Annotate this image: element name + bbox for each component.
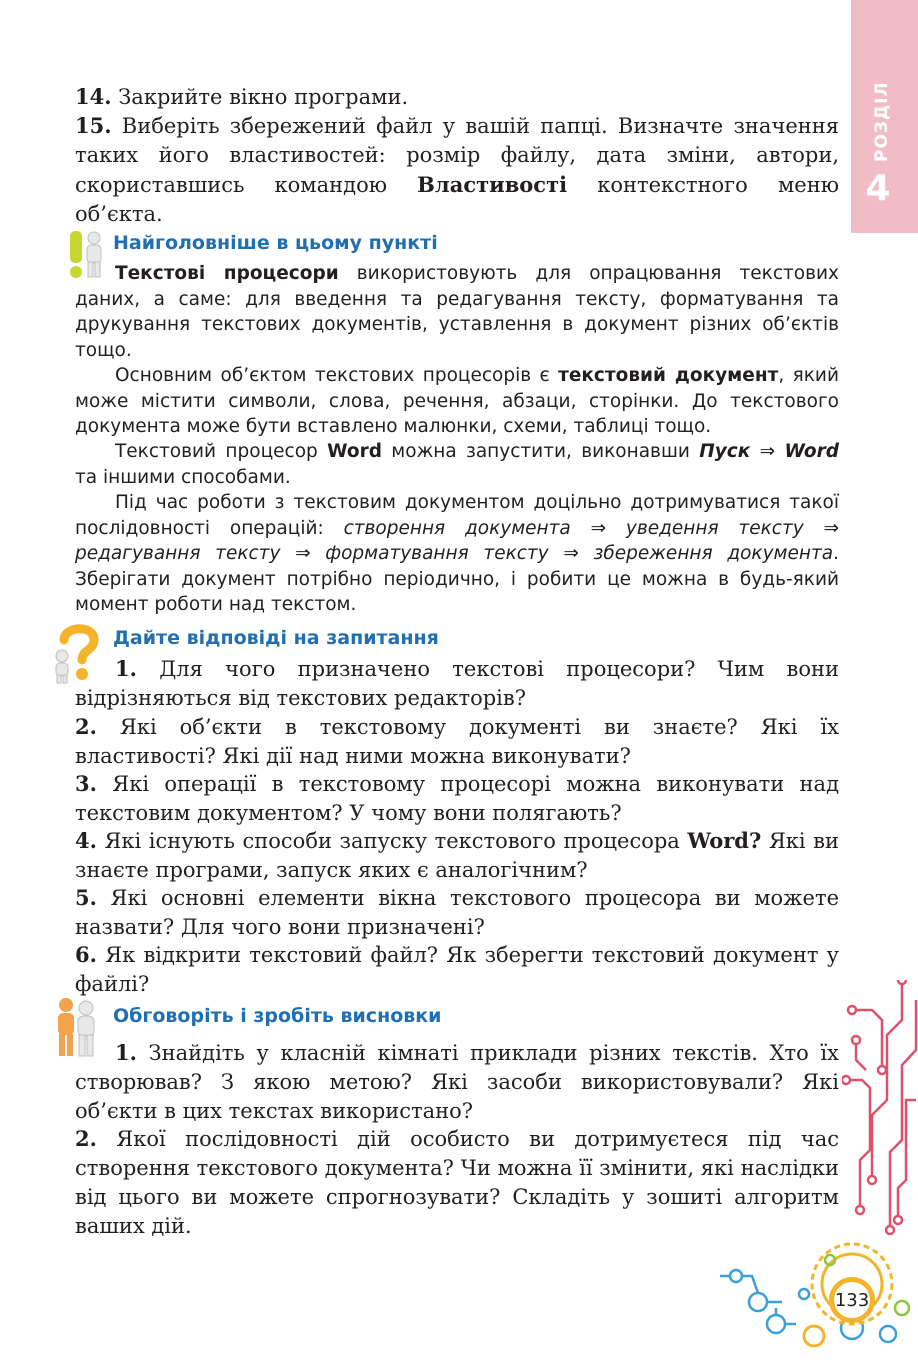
intro-item-15 xyxy=(75,111,839,229)
bold-italic-term: Word xyxy=(784,441,840,462)
bold-term: текстовий документ xyxy=(558,365,779,386)
item-text: Які ви знаєте програми, запуск яких є аналогічним? xyxy=(75,829,839,882)
item-text: Які існують способи запуску текстового процесора xyxy=(96,829,688,853)
paragraph-text: використовують для опрацювання текстових даних, а саме: для введення та редагування тексту, форматування та друкування текстових документів, уставлення в документ різних об’єктів тощо. xyxy=(75,263,839,361)
paragraph-text: Під час роботи з текстовим документом доцільно дотримуватися такої послідовності операцій: xyxy=(75,492,839,539)
italic-sequence: створення документа ⇒ уведення тексту ⇒ редагування тексту ⇒ форматування тексту ⇒ збереження документа xyxy=(75,517,839,564)
arrow-symbol: ⇒ xyxy=(750,441,785,462)
item-number: 2. xyxy=(75,714,97,739)
page-number: 133 xyxy=(829,1277,875,1323)
summary-heading: Найголовніше в цьому пункті xyxy=(113,232,438,254)
paragraph-text: . Зберігати документ потрібно періодично, і робити це можна в будь-який момент роботи над текстом. xyxy=(75,543,839,615)
gears-decoration-icon xyxy=(712,1232,918,1360)
item-number: 2. xyxy=(75,1126,97,1151)
item-number: 5. xyxy=(75,885,97,910)
item-text: Якої послідовності дій особисто ви дотримуєтеся під час створення текстового документа? Чи можна її змінити, які наслідки від цього ви можете спрогнозувати? Складіть у зошиті алгоритм ваших дій. xyxy=(75,1127,839,1238)
item-bold-text: Word? xyxy=(687,828,762,853)
summary-paragraph-4 xyxy=(75,490,839,618)
questions-heading: Дайте відповіді на запитання xyxy=(113,627,439,649)
question-item xyxy=(75,654,839,713)
summary-paragraph-2 xyxy=(75,363,839,440)
bold-term: Текстові процесори xyxy=(115,263,339,284)
discuss-heading: Обговоріть і зробіть висновки xyxy=(113,1005,442,1027)
item-number: 1. xyxy=(115,1040,137,1065)
discuss-item xyxy=(75,1124,839,1241)
item-bold-text: Властивості xyxy=(417,172,568,197)
paragraph-text: , який може містити символи, слова, речення, абзаци, сторінки. До текстового документа може бути вставлено малюнки, схеми, таблиці тощо. xyxy=(75,365,839,437)
summary-paragraph-1 xyxy=(75,261,839,363)
paragraph-text: можна запустити, виконавши xyxy=(381,441,700,462)
question-item xyxy=(75,769,839,828)
item-text: Знайдіть у класній кімнаті приклади різних текстів. Хто їх створював? З якою метою? Які засоби використовували? Які об’єкти в цих текстах використано? xyxy=(75,1041,839,1123)
item-text: контекстного меню об’єкта. xyxy=(75,173,839,226)
bold-term: Word xyxy=(327,441,382,462)
question-item xyxy=(75,940,839,999)
bold-italic-term: Пуск xyxy=(699,441,751,462)
item-number: 14. xyxy=(75,84,112,109)
question-item xyxy=(75,712,839,771)
item-text: Для чого призначено текстові процесори? Чим вони відрізняються від текстових редакторів? xyxy=(75,657,839,710)
circuit-decoration-icon xyxy=(842,980,918,1250)
section-tab-word: РОЗДІЛ xyxy=(872,81,892,162)
paragraph-text: та іншими способами. xyxy=(75,466,291,488)
question-item xyxy=(75,883,839,942)
question-item xyxy=(75,826,839,885)
item-text: Які основні елементи вікна текстового процесора ви можете назвати? Для чого вони призначені? xyxy=(75,886,839,939)
item-text: Які об’єкти в текстовому документі ви знаєте? Які їх властивості? Які дії над ними можна виконувати? xyxy=(75,715,839,768)
paragraph-text: Текстовий процесор xyxy=(115,441,328,462)
discuss-item xyxy=(75,1038,839,1126)
item-number: 1. xyxy=(115,656,137,681)
paragraph-text: Основним об’єктом текстових процесорів є xyxy=(115,365,559,386)
item-text: Виберіть збережений файл у вашій папці. Визначте значення таких його властивостей: розмір файлу, дата зміни, автори, скориставшись командою xyxy=(75,114,839,197)
item-text: Закрийте вікно програми. xyxy=(111,85,409,109)
intro-item-14 xyxy=(75,82,839,112)
summary-paragraph-3 xyxy=(75,439,839,490)
item-text: Як відкрити текстовий файл? Як зберегти текстовий документ у файлі? xyxy=(75,943,839,996)
item-number: 3. xyxy=(75,771,97,796)
item-text: Які операції в текстовому процесорі можна виконувати над текстовим документом? У чому вони полягають? xyxy=(75,772,839,825)
item-number: 4. xyxy=(75,828,97,853)
section-tab-number: 4 xyxy=(865,168,891,209)
item-number: 15. xyxy=(75,113,112,138)
item-number: 6. xyxy=(75,942,97,967)
